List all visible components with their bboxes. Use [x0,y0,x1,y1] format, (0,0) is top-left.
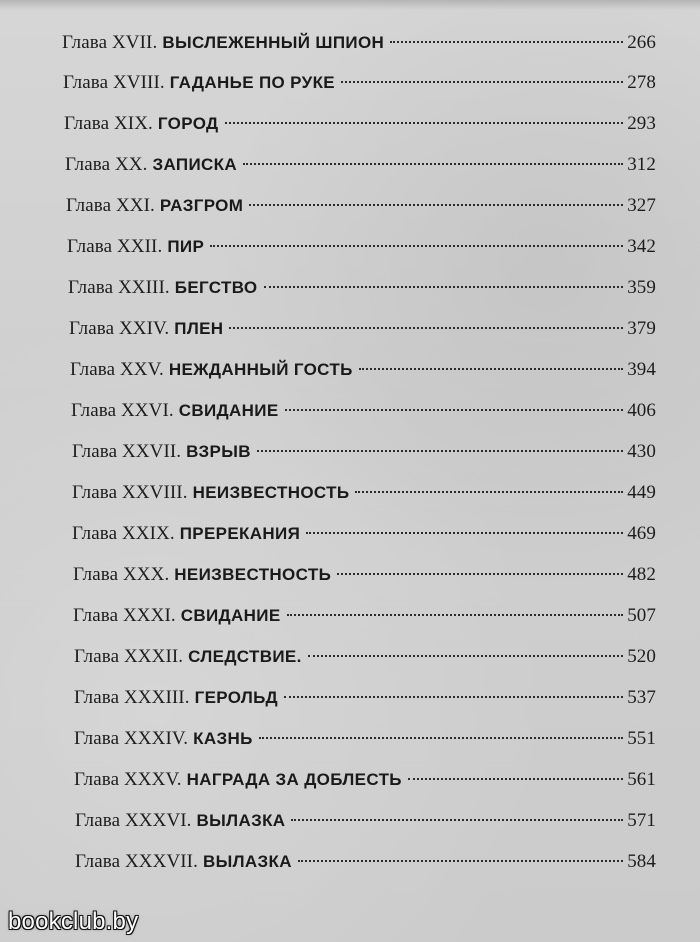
chapter-label: Глава XXXVI. [75,810,192,831]
chapter-title: ГАДАНЬЕ ПО РУКЕ [169,73,335,92]
toc-entry [75,851,656,879]
chapter-label: Глава XXXV. [74,769,182,790]
dot-leader [225,121,623,124]
page-number: 342 [627,236,656,257]
toc-entry [74,769,656,797]
chapter-title: НЕИЗВЕСТНОСТЬ [174,565,332,584]
dot-leader [257,449,623,452]
dot-leader [359,367,623,370]
toc-entry [70,359,656,387]
toc-entry [75,810,656,838]
chapter-label: Глава XXV. [70,359,164,380]
chapter-label: Глава XXVII. [72,441,182,462]
page-number: 449 [627,482,656,503]
page-number: 571 [627,810,656,831]
toc-entry [72,523,656,551]
page-number: 520 [627,646,656,667]
page-number: 266 [627,32,656,53]
toc-entry [73,564,656,592]
site-watermark: bookclub.by [8,908,139,935]
chapter-label: Глава XXIX. [72,523,175,544]
chapter-title: ГЕРОЛЬД [194,688,278,707]
toc-entry [63,72,656,100]
toc-entry [74,646,656,674]
page-number: 312 [627,154,656,175]
dot-leader [341,80,623,83]
chapter-label: Глава XXXII. [74,646,184,667]
toc-entry [74,687,656,715]
page-number: 584 [627,851,656,872]
dot-leader [264,285,624,288]
chapter-title: ВЫЛАЗКА [202,852,292,871]
toc-entry [62,32,656,60]
chapter-title: ЗАПИСКА [152,155,237,174]
dot-leader [284,695,623,698]
toc-entry [64,113,656,141]
chapter-label: Глава XVIII. [63,72,165,93]
chapter-title: ПИР [167,237,205,256]
chapter-title: ПРЕРЕКАНИЯ [179,524,301,543]
chapter-title: НЕЖДАННЫЙ ГОСТЬ [168,360,353,379]
dot-leader [355,490,623,493]
chapter-title: НЕИЗВЕСТНОСТЬ [192,483,350,502]
dot-leader [308,654,623,657]
chapter-title: СВИДАНИЕ [180,606,281,625]
dot-leader [390,40,623,43]
toc-entry [69,318,656,346]
chapter-title: НАГРАДА ЗА ДОБЛЕСТЬ [186,770,402,789]
dot-leader [408,777,623,780]
dot-leader [337,572,623,575]
chapter-label: Глава XXVI. [71,400,174,421]
chapter-title: ВЫЛАЗКА [196,811,286,830]
chapter-label: Глава XXXI. [73,605,176,626]
toc-entry [72,482,656,510]
dot-leader [243,162,623,165]
dot-leader [229,326,623,329]
dot-leader [259,736,623,739]
chapter-title: ВЗРЫВ [186,442,251,461]
page-number: 379 [627,318,656,339]
toc-entry [72,441,656,469]
page-number: 293 [627,113,656,134]
chapter-label: Глава XXIII. [68,277,170,298]
chapter-label: Глава XXVIII. [72,482,188,503]
chapter-title: КАЗНЬ [193,729,253,748]
chapter-label: Глава XXX. [73,564,170,585]
chapter-label: Глава XXIV. [69,318,170,339]
toc-entry [68,277,656,305]
dot-leader [298,859,623,862]
dot-leader [249,203,623,206]
chapter-label: Глава XVII. [62,32,158,53]
page-number: 537 [627,687,656,708]
dot-leader [291,818,623,821]
chapter-label: Глава XXXVII. [75,851,198,872]
chapter-label: Глава XXII. [67,236,163,257]
page-number: 394 [627,359,656,380]
page-number: 482 [627,564,656,585]
chapter-label: Глава XXXIII. [74,687,190,708]
toc-entry [73,605,656,633]
dot-leader [285,408,623,411]
page-number: 469 [627,523,656,544]
chapter-title: СВИДАНИЕ [178,401,279,420]
dot-leader [287,613,623,616]
page-number: 406 [627,400,656,421]
chapter-title: БЕГСТВО [174,278,258,297]
chapter-label: Глава XXXIV. [74,728,189,749]
chapter-label: Глава XXI. [66,195,155,216]
dot-leader [210,244,623,247]
chapter-label: Глава XIX. [64,113,153,134]
chapter-title: ВЫСЛЕЖЕННЫЙ ШПИОН [162,33,385,52]
chapter-title: СЛЕДСТВИЕ. [188,647,302,666]
toc-entry [66,195,656,223]
chapter-title: ПЛЕН [174,319,224,338]
page-number: 359 [627,277,656,298]
page-number: 327 [627,195,656,216]
page-number: 278 [627,72,656,93]
page-number: 551 [627,728,656,749]
chapter-title: РАЗГРОМ [159,196,244,215]
toc-entry [71,400,656,428]
chapter-title: ГОРОД [157,114,219,133]
page-number: 507 [627,605,656,626]
toc-entry [74,728,656,756]
chapter-label: Глава XX. [65,154,148,175]
page-number: 430 [627,441,656,462]
toc-entry [67,236,656,264]
page-number: 561 [627,769,656,790]
toc-entry [65,154,656,182]
dot-leader [306,531,623,534]
